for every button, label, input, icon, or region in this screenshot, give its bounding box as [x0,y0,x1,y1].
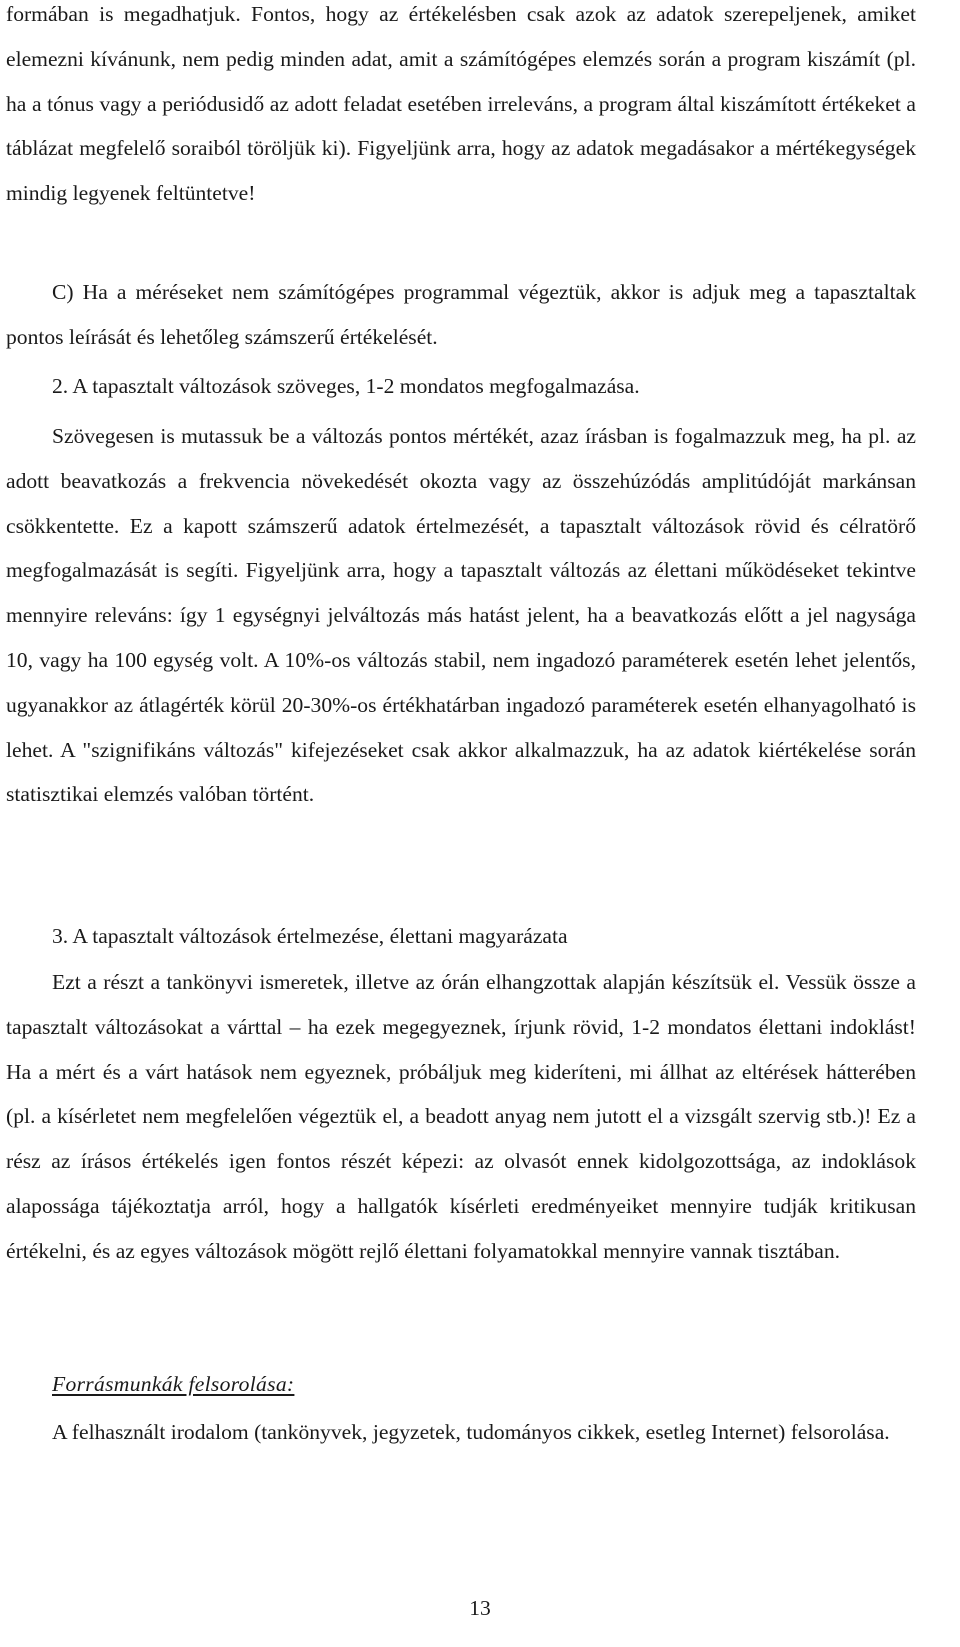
paragraph-text: C) Ha a méréseket nem számítógépes programmal végeztük, akkor is adjuk meg a tapasztaltak pontos leírását és lehetőleg számszerű értékelését. [6,280,916,349]
page-number: 13 [469,1596,491,1620]
section-heading-2 [6,364,916,409]
paragraph-sources [6,1410,916,1455]
heading-text: 3. A tapasztalt változások értelmezése, élettani magyarázata [52,924,568,948]
sources-title-text: Forrásmunkák felsorolása: [52,1372,295,1396]
paragraph-interpretation [6,960,916,1274]
paragraph-textual-description [6,414,916,817]
paragraph-data-selection [6,0,916,216]
section-heading-3 [6,914,916,959]
paragraph-manual-measurement [6,270,916,360]
paragraph-text: A felhasznált irodalom (tankönyvek, jegyzetek, tudományos cikkek, esetleg Internet) felsorolása. [52,1420,890,1444]
paragraph-text: Ezt a részt a tankönyvi ismeretek, illetve az órán elhangzottak alapján készítsük el. Vessük össze a tapasztalt változásokat a várttal – ha ezek megegyeznek, írjunk rövid, 1-2 mondatos élettani indoklást! Ha a mért és a várt hatások nem egyeznek, próbáljuk meg kideríteni, mi állhat az eltérések hátterében (pl. a kísérletet nem megfelelően végeztük el, a beadott anyag nem jutott el a vizsgált szervig stb.)! Ez a rész az írásos értékelés igen fontos részét képezi: az olvasót ennek kidolgozottsága, az indoklások alapossága tájékoztatja arról, hogy a hallgatók kísérleti eredményeiket mennyire tudják kritikusan értékelni, és az egyes változások mögött rejlő élettani folyamatokkal mennyire vannak tisztában. [6,970,916,1263]
heading-text: 2. A tapasztalt változások szöveges, 1-2 mondatos megfogalmazása. [52,374,640,398]
paragraph-text: Szövegesen is mutassuk be a változás pontos mértékét, azaz írásban is fogalmazzuk meg, ha pl. az adott beavatkozás a frekvencia növekedését okozta vagy az összehúzódás amplitúdóját markánsan csökkentette. Ez a kapott számszerű adatok értelmezését, a tapasztalt változások rövid és célratörő megfogalmazását is segíti. Figyeljünk arra, hogy a tapasztalt változás az élettani működéseket tekintve mennyire releváns: így 1 egységnyi jelváltozás más hatást jelent, ha a beavatkozás előtt a jel nagysága 10, vagy ha 100 egység volt. A 10%-os változás stabil, nem ingadozó paraméterek esetén lehet jelentős, ugyanakkor az átlagérték körül 20-30%-os értékhatárban ingadozó paraméterek esetén elhanyagolható is lehet. A "szignifikáns változás" kifejezéseket csak akkor alkalmazzuk, ha az adatok kiértékelése során statisztikai elemzés valóban történt. [6,424,916,807]
sources-heading [6,1362,916,1407]
paragraph-text: formában is megadhatjuk. Fontos, hogy az értékelésben csak azok az adatok szerepeljenek, amiket elemezni kívánunk, nem pedig minden adat, amit a számítógépes elemzés során a program kiszámít (pl. ha a tónus vagy a periódusidő az adott feladat esetében irreleváns, a program által kiszámított értékeket a táblázat megfelelő soraiból töröljük ki). Figyeljünk arra, hogy az adatok megadásakor a mértékegységek mindig legyenek feltüntetve! [6,2,916,206]
